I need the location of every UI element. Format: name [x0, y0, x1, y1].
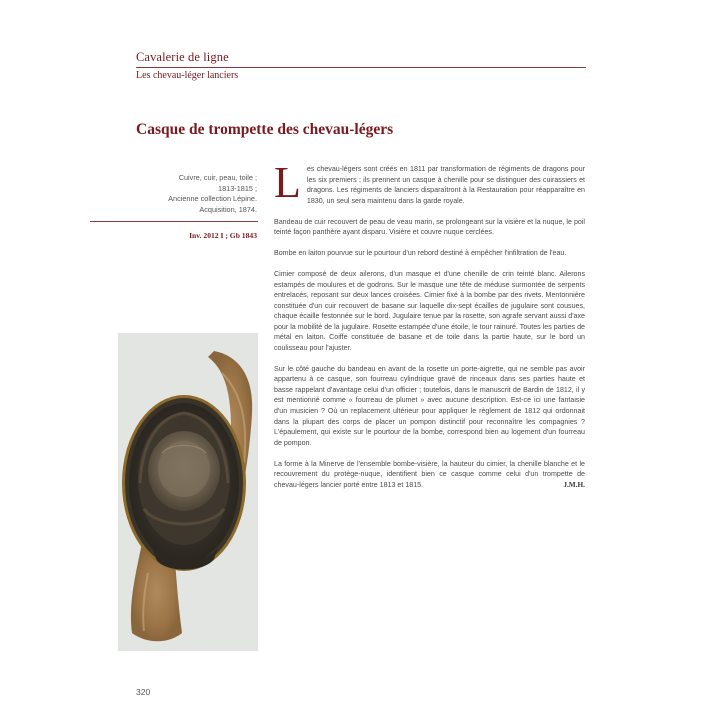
- paragraph: Sur le côté gauche du bandeau en avant de la rosette un porte-aigrette, qui ne semble pas avoir appartenu à ce casque, son fourreau cylindrique gravé de rinceaux dans ses parties haute et basse rappelant d'avantage celui d'un officier ; toutefois, dans le manuscrit de Bardin de 1812, il y est mentionné comme « fourreau de plumet » avec aucune description. Est-ce ici une fantaisie d'un musicien ? Où un replacement ultérieur pour appliquer le règlement de 1812 qui ordonnait dans la plupart des corps de placer un pompon distinctif pour reconnaître les compagnies ? L'épaulement, qui existe sur le pourtour de la bombe, correspond bien au logement d'un fourreau de pompon.: [274, 364, 585, 447]
- meta-line: Ancienne collection Lépine.: [168, 194, 257, 204]
- metadata-rule: [90, 221, 258, 222]
- paragraph: [274, 459, 585, 491]
- paragraph-text: es chevau-légers sont créés en 1811 par transformation de régiments de dragons pour les six premiers ; ils prennent un casque à chenille pour se distinguer des cuirassiers et dragons. Les régiments de lanciers disparaîtront à la Restauration pour réapparaître en 1830, un seul sera maintenu dans la garde royale.: [306, 165, 585, 205]
- object-metadata: [136, 173, 257, 215]
- drop-cap: L: [274, 158, 301, 207]
- paragraph: Bandeau de cuir recouvert de peau de veau marin, se prolongeant sur la visière et la nuque, le poil teinté façon panthère ayant disparu. Visière et couvre nuque cerclées.: [274, 217, 585, 237]
- paragraph-text: La forme à la Minerve de l'ensemble bombe-visière, la hauteur du cimier, la chenille blanche et le recouvrement du protège-nuque, identifient bien ce casque comme celui d'un trompette de chevau-légers lancier porté entre 1813 et 1815.: [274, 459, 585, 489]
- meta-line: Cuivre, cuir, peau, toile ;: [178, 173, 257, 182]
- article-title: Casque de trompette des chevau-légers: [136, 121, 394, 138]
- meta-line: Acquisition, 1874.: [199, 204, 257, 214]
- helmet-illustration: [118, 333, 258, 651]
- header-rule: [136, 67, 586, 68]
- paragraph: Bombe en laiton pourvue sur le pourtour d'un rebord destiné à empêcher l'infiltration de l'eau.: [274, 249, 567, 258]
- author-initials: J.M.H.: [563, 479, 585, 489]
- paragraph: [274, 158, 585, 207]
- inventory-number: Inv. 2012 I ; Gb 1843: [189, 231, 257, 240]
- helmet-photo: [118, 333, 258, 651]
- paragraph: Cimier composé de deux ailerons, d'un masque et d'une chenille de crin teinté blanc. Ailerons estampés de moulures et de godrons. Sur le masque une tête de méduse surmontée de serpents entrelacés, reposant sur deux lances croisées. Cimier fixé à la bombe par des rivets. Mentonnière constituée d'un cuir recouvert de basane sur laquelle dix-sept écailles de jugulaire sont cousues, chaque écaille festonnée sur le bord. Jugulaire tenue par la rosette, son agrafe servant aussi d'axe pour la mobilité de la jugulaire. Rosette estampée d'une étoile, le tour rainuré. Toutes les parties de métal en laiton. Coiffe constituée de basane et de toile dans la partie haute, sur le bord un coulisseau pour l'ajuster.: [274, 270, 585, 352]
- section-title: Cavalerie de ligne: [136, 50, 229, 64]
- meta-line: 1813-1815 ;: [218, 183, 257, 193]
- section-subtitle: Les chevau-léger lanciers: [136, 70, 239, 81]
- article-body: [274, 158, 585, 501]
- page-number: 320: [136, 687, 151, 697]
